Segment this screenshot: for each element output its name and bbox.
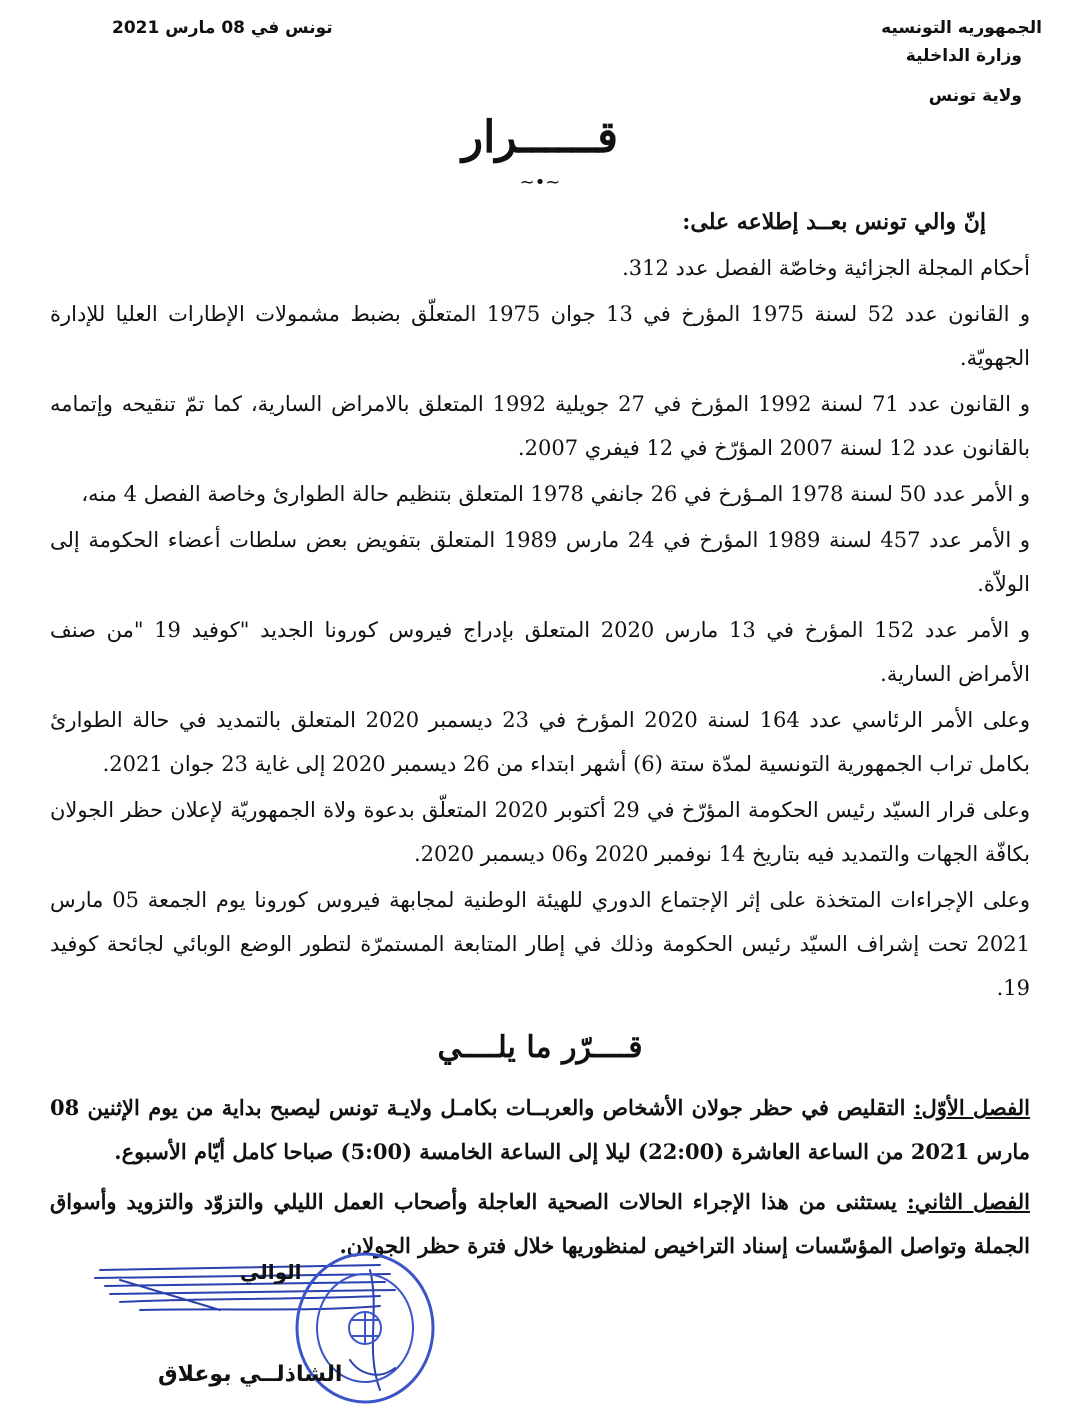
intro-line: إنّ والي تونس بعــد إطلاعه على: (682, 209, 986, 235)
article-one (50, 1086, 1030, 1174)
consideration-item: وعلى قرار السيّد رئيس الحكومة المؤرّخ في 29 أكتوبر 2020 المتعلّق بدعوة ولاة الجمهوريّة لإعلان حظر الجولان بكافّة الجهات والتمديد فيه بتاريخ 14 نوفمبر 2020 و06 ديسمبر 2020. (50, 798, 1030, 866)
header-republic: الجمهوريه التونسيه (881, 18, 1042, 38)
article-two-text: يستثنى من هذا الإجراء الحالات الصحية العاجلة وأصحاب العمل الليلي والتزوّد والتزويد وأسواق الجملة وتواصل المؤسّسات إسناد التراخيص لمنظوريها خلال فترة حظر الجولان. (50, 1189, 1030, 1258)
consideration-item: و الأمر عدد 457 لسنة 1989 المؤرخ في 24 مارس 1989 المتعلق بتفويض بعض سلطات أعضاء الحكومة إلى الولاّة. (50, 528, 1030, 596)
consideration-item: وعلى الإجراءات المتخذة على إثر الإجتماع الدوري للهيئة الوطنية لمجابهة فيروس كورونا يوم الجمعة 05 مارس 2021 تحت إشراف السيّد رئيس الحكومة وذلك في إطار المتابعة المستمرّة لتطور الوضع الوبائي لجائحة كوفيد 19. (50, 888, 1030, 1000)
decree-body (50, 200, 1030, 1270)
article-one-label: الفصل الأوّل: (913, 1095, 1030, 1120)
consideration-item: وعلى الأمر الرئاسي عدد 164 لسنة 2020 المؤرخ في 23 ديسمبر 2020 المتعلق بالتمديد في حالة الطوارئ بكامل تراب الجمهورية التونسية لمدّة ستة (6) أشهر ابتداء من 26 ديسمبر 2020 إلى غاية 23 جوان 2021. (50, 708, 1030, 776)
title-ornament: ~•~ (519, 172, 561, 193)
consideration-item: و الأمر عدد 152 المؤرخ في 13 مارس 2020 المتعلق بإدراج فيروس كورونا الجديد "كوفيد 19 "من صنف الأمراض السارية. (50, 618, 1030, 686)
consideration-item: و القانون عدد 52 لسنة 1975 المؤرخ في 13 جوان 1975 المتعلّق بضبط مشمولات الإطارات العليا للإدارة الجهويّة. (50, 302, 1030, 370)
consideration-item: و القانون عدد 71 لسنة 1992 المؤرخ في 27 جويلية 1992 المتعلق بالامراض السارية، كما تمّ تنقيحه وإتمامه بالقانون عدد 12 لسنة 2007 المؤرّخ في 12 فيفري 2007. (50, 392, 1030, 460)
document-title: قــــــرار (461, 112, 619, 163)
article-two-label: الفصل الثاني: (906, 1189, 1030, 1214)
signatory-name: الشاذلــي بوعلاق (158, 1362, 343, 1387)
decision-heading: قــــرّر ما يلــــي (437, 1030, 643, 1065)
consideration-item: و الأمر عدد 50 لسنة 1978 المـؤرخ في 26 جانفي 1978 المتعلق بتنظيم حالة الطوارئ وخاصة الفصل 4 منه، (81, 482, 1030, 506)
header-governorate: ولاية تونس (928, 86, 1022, 106)
signatory-title: الوالي (240, 1260, 302, 1284)
article-one-text: التقليص في حظر جولان الأشخاص والعربــات بكامـل ولايـة تونس ليصبح بداية من يوم الإثنين 08 مارس 2021 من الساعة العاشرة (22:00) ليلا إلى الساعة الخامسة (5:00) صباحا كامل أيّام الأسبوع. (50, 1095, 1030, 1164)
consideration-item: أحكام المجلة الجزائية وخاصّة الفصل عدد 312. (622, 256, 1030, 280)
header-ministry: وزارة الداخلية (905, 46, 1022, 66)
header-date: تونس في 08 مارس 2021 (112, 18, 333, 38)
